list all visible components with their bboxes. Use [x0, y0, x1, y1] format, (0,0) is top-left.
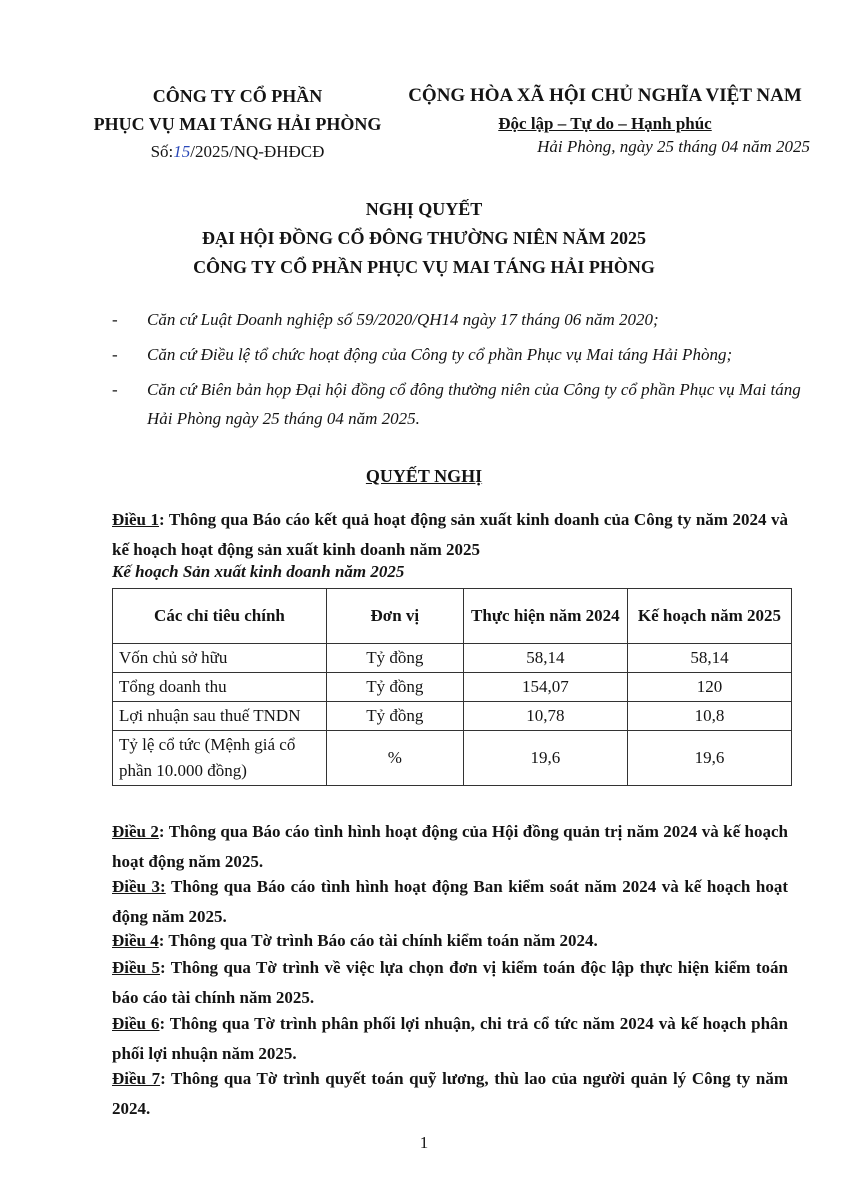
company-header — [70, 82, 405, 166]
table-cell: Tổng doanh thu — [113, 673, 327, 702]
resolution-title — [0, 195, 848, 282]
table-cell: Tỷ đồng — [326, 673, 463, 702]
document-number — [70, 138, 405, 166]
decision-heading: QUYẾT NGHỊ — [365, 466, 483, 486]
article-7: Điều 7: Thông qua Tờ trình quyết toán quỹ lương, thù lao của người quản lý Công ty năm 2024. — [112, 1069, 788, 1118]
table-cell: % — [326, 731, 463, 786]
table-cell: Tỷ lệ cổ tức (Mệnh giá cổ phần 10.000 đồng) — [113, 731, 327, 786]
doc-no-handwritten: 15 — [173, 142, 191, 161]
basis-item: - Căn cứ Luật Doanh nghiệp số 59/2020/QH14 ngày 17 tháng 06 năm 2020; — [112, 310, 659, 329]
title-line3: CÔNG TY CỔ PHẦN PHỤC VỤ MAI TÁNG HẢI PHÒNG — [193, 257, 655, 277]
title-line1: NGHỊ QUYẾT — [365, 199, 483, 219]
header-cell: Kế hoạch năm 2025 — [627, 589, 791, 644]
basis-item: - Căn cứ Điều lệ tổ chức hoạt động của Công ty cổ phần Phục vụ Mai táng Hải Phòng; — [112, 345, 733, 364]
national-motto: Độc lập – Tự do – Hạnh phúc — [498, 114, 712, 133]
table-cell: Lợi nhuận sau thuế TNDN — [113, 702, 327, 731]
table-cell: Vốn chủ sở hữu — [113, 644, 327, 673]
table-row — [113, 644, 792, 673]
table-cell: 58,14 — [627, 644, 791, 673]
article-5: Điều 5: Thông qua Tờ trình về việc lựa chọn đơn vị kiểm toán độc lập thực hiện kiểm toán báo cáo tài chính năm 2025. — [112, 958, 788, 1007]
company-name-line1: CÔNG TY CỔ PHẦN — [152, 86, 323, 106]
company-name-line2: PHỤC VỤ MAI TÁNG HẢI PHÒNG — [93, 114, 382, 134]
business-plan-table — [112, 588, 792, 786]
article-6: Điều 6: Thông qua Tờ trình phân phối lợi nhuận, chi trả cổ tức năm 2024 và kế hoạch phân phối lợi nhuận năm 2025. — [112, 1014, 789, 1063]
article-4: Điều 4: Thông qua Tờ trình Báo cáo tài chính kiểm toán năm 2024. — [112, 931, 598, 950]
plan-caption: Kế hoạch Sản xuất kinh doanh năm 2025 — [112, 562, 405, 581]
page-number: 1 — [419, 1133, 429, 1152]
table-row — [113, 702, 792, 731]
table-cell: Tỷ đồng — [326, 644, 463, 673]
title-line2: ĐẠI HỘI ĐỒNG CỔ ĐÔNG THƯỜNG NIÊN NĂM 2025 — [201, 228, 646, 248]
legal-basis-list — [112, 305, 812, 439]
article-2: Điều 2: Thông qua Báo cáo tình hình hoạt động của Hội đồng quản trị năm 2024 và kế hoạch hoạt động năm 2025. — [112, 822, 788, 871]
doc-no-suffix: /2025/NQ-ĐHĐCĐ — [190, 142, 325, 161]
national-title: CỘNG HÒA XÃ HỘI CHỦ NGHĨA VIỆT NAM — [408, 85, 802, 106]
table-cell: 58,14 — [463, 644, 627, 673]
header-cell: Đơn vị — [326, 589, 463, 644]
place-date: Hải Phòng, ngày 25 tháng 04 năm 2025 — [537, 137, 810, 156]
table-cell: 10,8 — [627, 702, 791, 731]
table-cell: 10,78 — [463, 702, 627, 731]
basis-item: - Căn cứ Biên bản họp Đại hội đồng cổ đông thường niên của Công ty cổ phần Phục vụ Mai táng Hải Phòng ngày 25 tháng 04 năm 2025. — [112, 380, 801, 428]
table-cell: 120 — [627, 673, 791, 702]
table-cell: 154,07 — [463, 673, 627, 702]
table-row — [113, 673, 792, 702]
article-1: Điều 1: Thông qua Báo cáo kết quả hoạt động sản xuất kinh doanh của Công ty năm 2024 và kế hoạch hoạt động sản xuất kinh doanh năm 2025 — [112, 510, 789, 559]
header-cell: Các chỉ tiêu chính — [113, 589, 327, 644]
article-3: Điều 3: Thông qua Báo cáo tình hình hoạt động Ban kiểm soát năm 2024 và kế hoạch hoạt động năm 2025. — [112, 877, 789, 926]
table-cell: 19,6 — [463, 731, 627, 786]
national-header — [400, 82, 810, 138]
table-cell: Tỷ đồng — [326, 702, 463, 731]
doc-no-prefix: Số: — [150, 142, 174, 161]
header-cell: Thực hiện năm 2024 — [463, 589, 627, 644]
table-row — [113, 731, 792, 786]
table-header-row — [113, 589, 792, 644]
table-cell: 19,6 — [627, 731, 791, 786]
